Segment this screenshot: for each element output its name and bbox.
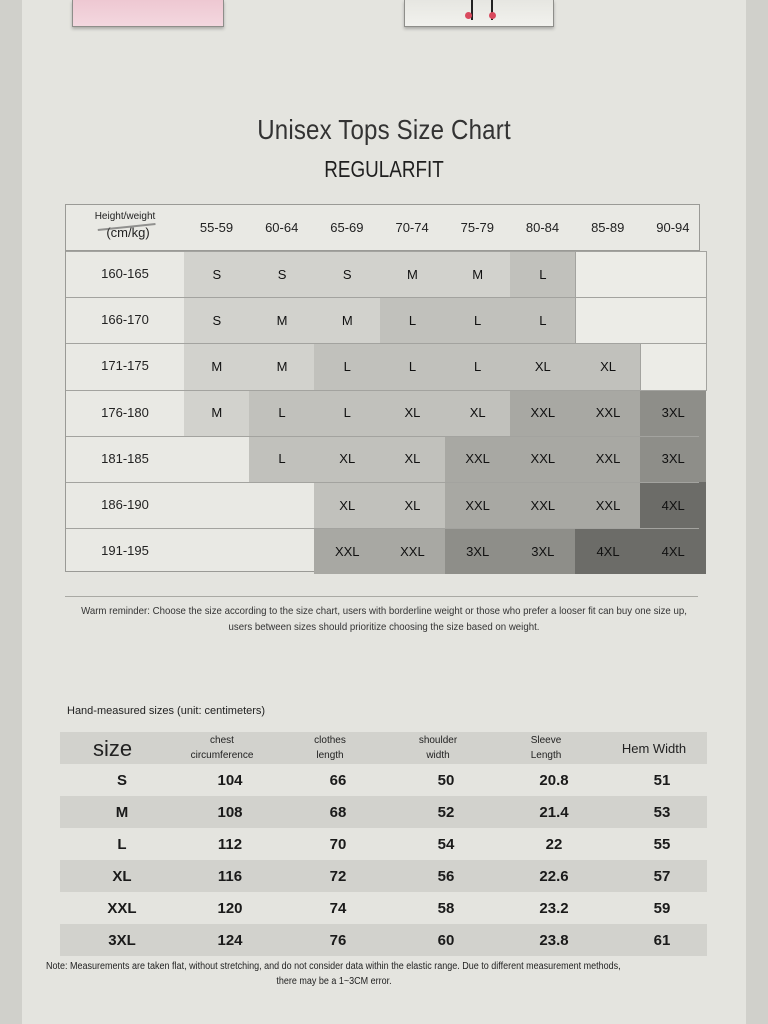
- earbud-icon: [489, 12, 496, 19]
- size-cell: XXL: [575, 482, 641, 528]
- size-cell: L: [314, 390, 380, 436]
- size-cell: XXL: [575, 436, 641, 482]
- measurement-row: [60, 924, 707, 956]
- empty-cell-outline: [640, 343, 706, 390]
- header-chest-line2: circumference: [190, 750, 254, 761]
- header-shoulder-line1: shoulder: [418, 735, 458, 746]
- page-subtitle: REGULARFIT: [324, 156, 444, 182]
- size-cell: [184, 528, 250, 574]
- size-cell: L: [380, 343, 446, 389]
- note-line2: there may be a 1~3CM error.: [276, 976, 392, 987]
- size-cell: [184, 482, 250, 528]
- size-cell: M: [380, 251, 446, 297]
- measurement-length: 76: [329, 931, 347, 949]
- measurement-shoulder: 52: [437, 803, 455, 821]
- measurement-sleeve: 22: [545, 835, 563, 853]
- size-cell: XXL: [314, 528, 380, 574]
- measurement-shoulder: 60: [437, 931, 455, 949]
- size-cell: 3XL: [445, 528, 511, 574]
- size-cell: XL: [445, 390, 511, 436]
- weight-range-header: 80-84: [525, 220, 560, 235]
- row-separator: [66, 390, 699, 391]
- header-sleeve-line1: Sleeve: [530, 735, 562, 746]
- measurement-size: L: [117, 835, 127, 853]
- size-cell: XXL: [510, 390, 576, 436]
- weight-range-header: 75-79: [460, 220, 494, 235]
- measurement-chest: 120: [217, 899, 243, 917]
- size-cell: L: [510, 297, 576, 343]
- measurement-sleeve: 23.8: [539, 931, 569, 949]
- size-cell: XL: [510, 343, 576, 389]
- size-cell: XXL: [445, 436, 511, 482]
- size-cell: S: [184, 297, 250, 343]
- header-chest: [172, 732, 272, 764]
- measurements-header: [60, 732, 707, 764]
- size-cell: XXL: [575, 390, 641, 436]
- header-length-line1: clothes: [314, 735, 346, 746]
- header-hem-label: Hem Width: [621, 740, 687, 756]
- weight-range-header: 70-74: [395, 220, 429, 235]
- size-cell: XL: [380, 482, 446, 528]
- measurement-shoulder: 54: [437, 835, 455, 853]
- measurement-length: 74: [329, 899, 347, 917]
- measurement-size: 3XL: [108, 931, 136, 949]
- size-cell: [184, 436, 250, 482]
- size-cell: L: [445, 297, 511, 343]
- measurement-size: M: [115, 803, 129, 821]
- size-cell: 4XL: [640, 482, 706, 528]
- size-cell: XL: [380, 436, 446, 482]
- note-line1: Note: Measurements are taken flat, without stretching, and do not consider data within the elastic range. Due to different measurement methods,: [46, 961, 621, 972]
- measurement-chest: 116: [217, 867, 243, 885]
- measurement-sleeve: 21.4: [539, 803, 569, 821]
- measurement-row: [60, 860, 707, 892]
- measurement-hem: 61: [653, 931, 671, 949]
- measurement-sleeve: 20.8: [539, 771, 569, 789]
- measurement-note: [46, 959, 654, 989]
- measurement-row: [60, 764, 707, 796]
- size-chart-table: [65, 204, 700, 572]
- height-range-label: 186-190: [101, 497, 149, 512]
- measurement-hem: 59: [653, 899, 671, 917]
- header-size-label: size: [92, 735, 133, 761]
- measurement-row: [60, 828, 707, 860]
- size-cell: [249, 528, 315, 574]
- height-range-label: 166-170: [101, 312, 149, 328]
- measurement-sleeve: 23.2: [539, 899, 569, 917]
- row-separator: [66, 528, 699, 529]
- weight-range-header: 65-69: [330, 220, 364, 235]
- weight-range-header: 85-89: [591, 220, 625, 235]
- size-cell: L: [380, 297, 446, 343]
- size-cell: S: [249, 251, 315, 297]
- header-sleeve: [496, 732, 596, 764]
- measurement-chest: 124: [217, 931, 243, 949]
- earphone-product-thumbnail[interactable]: [404, 0, 554, 27]
- corner-unit: (cm/kg): [106, 225, 150, 240]
- size-cell: M: [184, 390, 250, 436]
- size-cell: L: [445, 343, 511, 389]
- size-cell: XL: [314, 436, 380, 482]
- size-cell: XXL: [380, 528, 446, 574]
- size-cell: [249, 482, 315, 528]
- size-cell: L: [510, 251, 576, 297]
- empty-cell-outline: [575, 297, 706, 344]
- size-cell: L: [249, 390, 315, 436]
- size-cell: M: [249, 343, 315, 389]
- size-cell: 3XL: [510, 528, 576, 574]
- measurement-shoulder: 56: [437, 867, 455, 885]
- height-range-label: 191-195: [101, 543, 149, 559]
- measurement-hem: 57: [653, 867, 671, 885]
- header-size: [60, 732, 165, 764]
- measurement-size: S: [116, 771, 127, 789]
- size-cell: 3XL: [640, 390, 706, 436]
- row-separator: [66, 436, 699, 437]
- size-cell: XL: [575, 343, 641, 389]
- measurement-length: 66: [329, 771, 347, 789]
- measurement-chest: 104: [217, 771, 243, 789]
- measurement-chest: 112: [217, 835, 243, 853]
- measurement-hem: 51: [653, 771, 671, 789]
- earbud-icon: [465, 12, 472, 19]
- height-range-label: 176-180: [101, 404, 149, 420]
- measurements-title: Hand-measured sizes (unit: centimeters): [67, 705, 266, 717]
- size-cell: L: [314, 343, 380, 389]
- measurement-size: XXL: [107, 899, 137, 917]
- measurement-sleeve: 22.6: [539, 867, 569, 885]
- weight-range-header: 60-64: [265, 220, 299, 235]
- height-range-label: 181-185: [101, 450, 149, 466]
- size-cell: M: [249, 297, 315, 343]
- size-cell: S: [314, 251, 380, 297]
- measurement-row: [60, 892, 707, 924]
- height-range-label: 171-175: [101, 358, 149, 374]
- measurements-table: [60, 732, 707, 956]
- size-cell: XL: [314, 482, 380, 528]
- header-length: [280, 732, 380, 764]
- size-cell: XXL: [510, 436, 576, 482]
- measurement-shoulder: 50: [437, 771, 455, 789]
- header-length-line2: length: [316, 750, 344, 761]
- corner-label: Height/weight: [94, 211, 156, 222]
- empty-cell-outline: [575, 251, 706, 298]
- row-separator: [66, 482, 699, 483]
- size-cell: S: [184, 251, 250, 297]
- header-hem: [604, 732, 704, 764]
- measurement-length: 72: [329, 867, 347, 885]
- measurement-hem: 55: [653, 835, 671, 853]
- divider: [65, 596, 698, 597]
- measurement-length: 70: [329, 835, 347, 853]
- header-chest-line1: chest: [210, 735, 234, 746]
- size-cell: XL: [380, 390, 446, 436]
- size-cell: 3XL: [640, 436, 706, 482]
- measurement-chest: 108: [217, 803, 243, 821]
- weight-range-header: 90-94: [656, 220, 690, 235]
- size-cell: M: [314, 297, 380, 343]
- pink-product-thumbnail[interactable]: [72, 0, 224, 27]
- measurement-shoulder: 58: [437, 899, 455, 917]
- header-sleeve-line2: Length: [530, 750, 562, 761]
- size-cell: 4XL: [575, 528, 641, 574]
- product-page: [22, 0, 746, 1024]
- measurement-length: 68: [329, 803, 347, 821]
- size-cell: XXL: [510, 482, 576, 528]
- measurement-size: XL: [112, 867, 132, 885]
- warm-reminder: Warm reminder: Choose the size according to the size chart, users with borderline weight or those who prefer a looser fit can buy one size up, users between sizes should prioritize choosing the size based on weight.: [81, 605, 687, 633]
- size-cell: M: [445, 251, 511, 297]
- header-shoulder: [388, 732, 488, 764]
- height-range-label: 160-165: [101, 266, 149, 281]
- header-shoulder-line2: width: [426, 750, 450, 761]
- page-title: Unisex Tops Size Chart: [257, 114, 511, 145]
- size-cell: XXL: [445, 482, 511, 528]
- weight-range-header: 55-59: [199, 220, 234, 235]
- measurement-hem: 53: [653, 803, 671, 821]
- size-cell: L: [249, 436, 315, 482]
- size-cell: 4XL: [640, 528, 706, 574]
- measurement-row: [60, 796, 707, 828]
- size-cell: M: [184, 343, 250, 389]
